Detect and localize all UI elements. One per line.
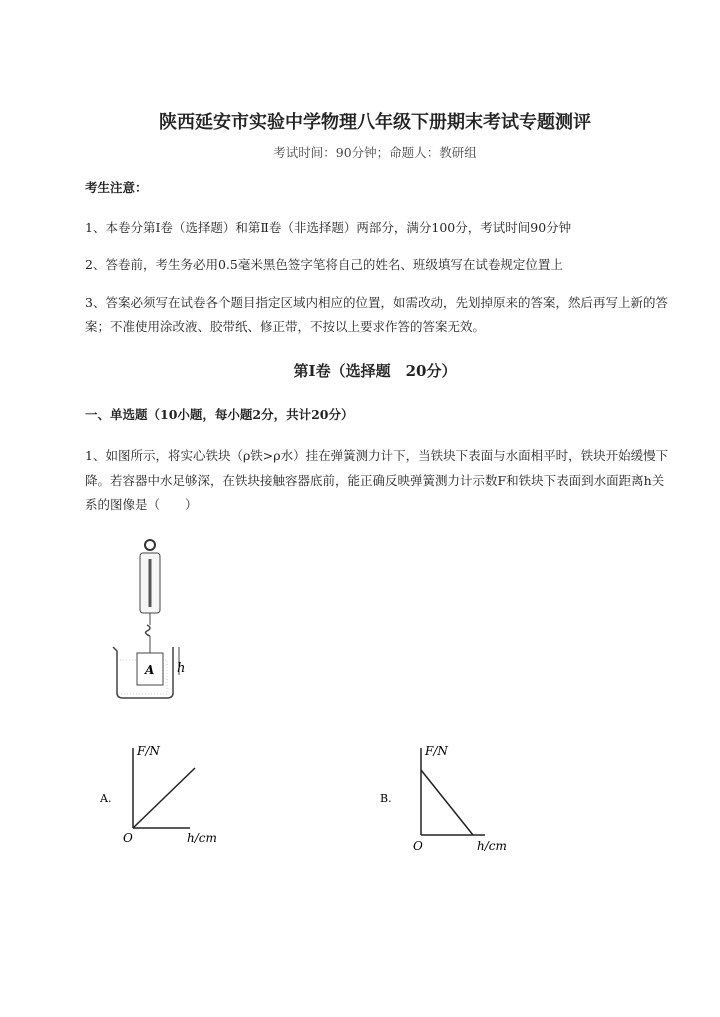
origin-label: O — [413, 839, 423, 853]
graph-option-b[interactable] — [375, 740, 525, 855]
block-label: A — [145, 663, 155, 677]
spring-scale-figure — [105, 535, 205, 705]
y-axis-label: F/N — [425, 744, 448, 758]
option-label: B. — [380, 792, 392, 805]
part-heading: 一、单选题（10小题，每小题2分，共计20分） — [85, 407, 354, 422]
notice-heading: 考生注意： — [85, 180, 148, 195]
x-axis-label: h/cm — [187, 831, 217, 845]
option-label: A. — [100, 792, 112, 805]
y-axis-label: F/N — [137, 744, 160, 758]
notice-item: 3、答案必须写在试卷各个题目指定区域内相应的位置，如需改动，先划掉原来的答案，然后再写上新的答案；不准使用涂改液、胶带纸、修正带，不按以上要求作答的答案无效。 — [85, 295, 668, 334]
notice-item: 2、答卷前，考生务必用0.5毫米黑色签字笔将自己的姓名、班级填写在试卷规定位置上 — [85, 257, 563, 272]
exam-info: 考试时间：90分钟；命题人：教研组 — [273, 145, 477, 160]
page-title: 陕西延安市实验中学物理八年级下册期末考试专题测评 — [159, 112, 591, 133]
depth-label: h — [177, 661, 186, 676]
notice-item: 1、本卷分第I卷（选择题）和第Ⅱ卷（非选择题）两部分，满分100分，考试时间90分钟 — [85, 220, 572, 235]
section-title: 第I卷（选择题 20分） — [293, 362, 457, 380]
question-1: 1、如图所示，将实心铁块（ρ铁>ρ水）挂在弹簧测力计下，当铁块下表面与水面相平时，铁块开始缓慢下降。若容器中水足够深，在铁块接触容器底前，能正确反映弹簧测力计示数F和铁块下表面到水面距离h关系的图像是（ ） — [85, 448, 669, 512]
origin-label: O — [123, 831, 133, 845]
x-axis-label: h/cm — [477, 839, 507, 853]
graph-option-a[interactable] — [95, 740, 235, 850]
